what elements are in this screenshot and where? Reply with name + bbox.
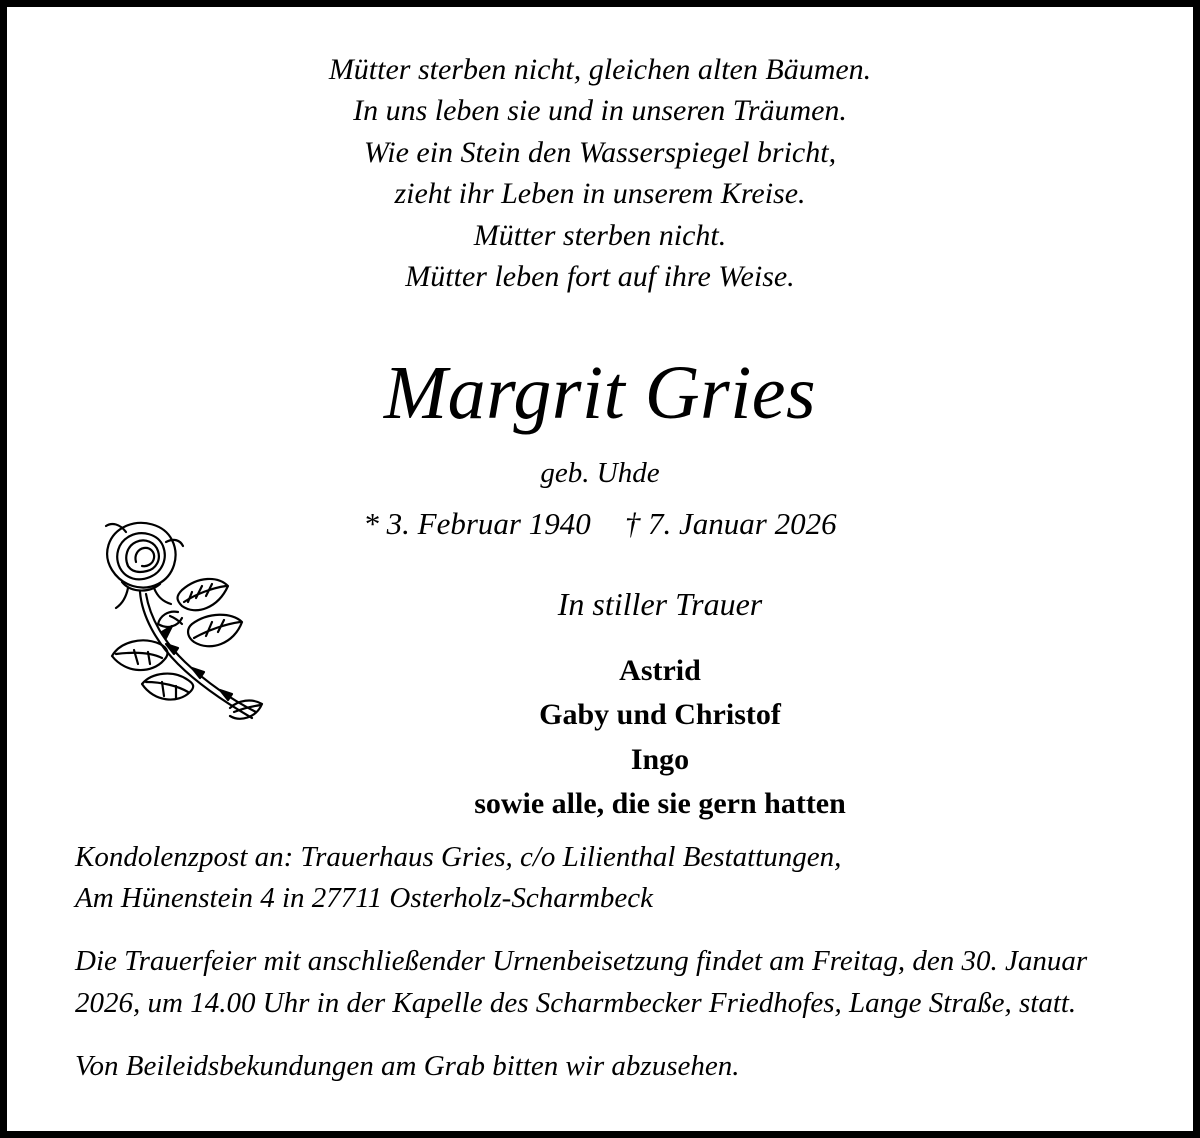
maiden-name: geb. Uhde — [540, 457, 660, 490]
poem-line: zieht ihr Leben in unserem Kreise. — [394, 177, 806, 211]
birth-date: * 3. Februar 1940 — [363, 506, 591, 542]
poem-line: Mütter sterben nicht, gleichen alten Bäumen. — [328, 53, 872, 86]
deceased-name: Margrit Gries — [383, 351, 817, 436]
poem-line: In uns leben sie und in unseren Träumen. — [353, 94, 847, 128]
ceremony-info: Die Trauerfeier mit anschließender Urnenbeisetzung findet am Freitag, den 30. Januar 2026, um 14.00 Uhr in der Kapelle des Scharmbecker Friedhofes, Lange Straße, statt. — [75, 945, 1088, 1019]
condolence-address — [75, 837, 1137, 919]
mourners-heading: In stiller Trauer — [557, 586, 763, 623]
condolence-line-2: Am Hünenstein 4 in 27711 Osterholz-Scharmbeck — [75, 882, 654, 915]
poem-line: Mütter leben fort auf ihre Weise. — [405, 259, 795, 293]
mourner-name: sowie alle, die sie gern hatten — [474, 786, 846, 820]
grave-note: Von Beileidsbekundungen am Grab bitten wir abzusehen. — [75, 1049, 740, 1082]
mourner-name: Ingo — [630, 742, 690, 776]
footer-details — [75, 837, 1137, 1087]
poem-line: Wie ein Stein den Wasserspiegel bricht, — [363, 135, 837, 169]
mourner-name: Gaby und Christof — [539, 698, 781, 732]
mourner-name: Astrid — [619, 654, 701, 688]
obituary-inner — [7, 7, 1193, 1131]
rose-illustration-icon — [82, 512, 292, 742]
memorial-poem — [7, 49, 1193, 297]
condolence-line-1: Kondolenzpost an: Trauerhaus Gries, c/o Lilienthal Bestattungen, — [75, 841, 842, 873]
poem-line: Mütter sterben nicht. — [473, 218, 727, 252]
death-date: † 7. Januar 2026 — [624, 506, 837, 542]
